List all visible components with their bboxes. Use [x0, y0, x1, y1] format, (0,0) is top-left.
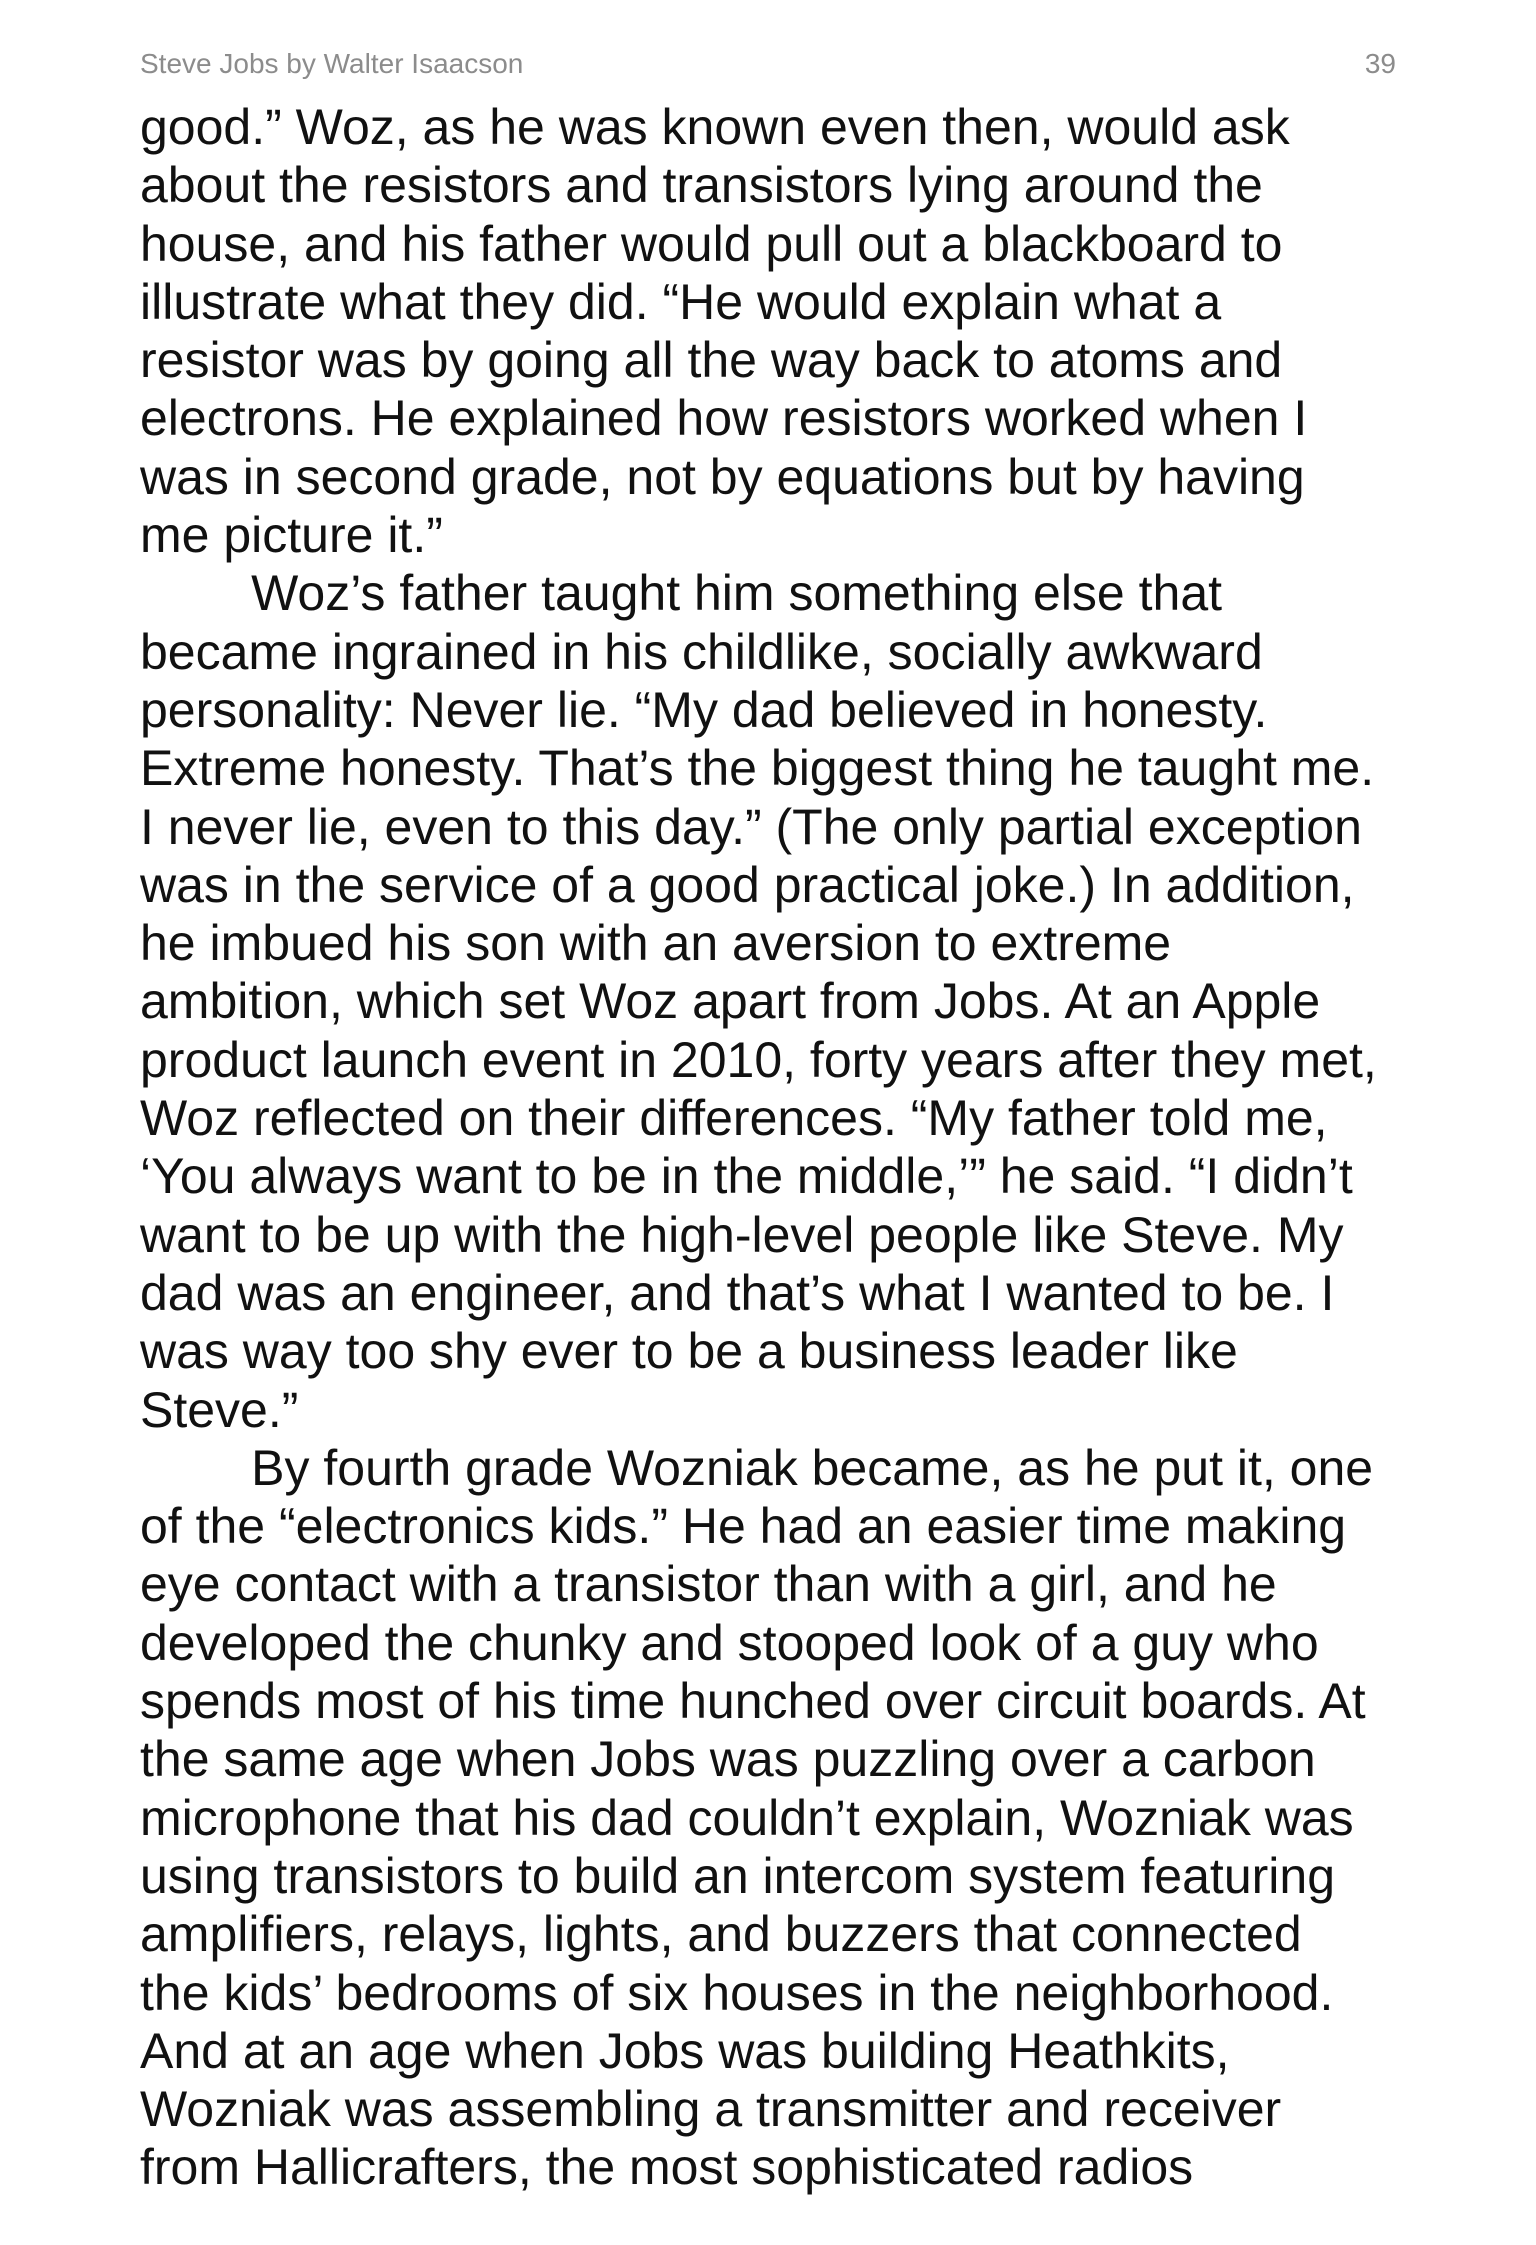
text-line: became ingrained in his childlike, socially awkward: [140, 623, 1263, 680]
book-title: Steve Jobs by Walter Isaacson: [140, 48, 524, 79]
text-line: dad was an engineer, and that’s what I wanted to be. I: [140, 1264, 1335, 1321]
text-line: was way too shy ever to be a business leader like: [140, 1323, 1238, 1380]
text-line: microphone that his dad couldn’t explain, Wozniak was: [140, 1789, 1354, 1846]
text-line: And at an age when Jobs was building Heathkits,: [140, 2022, 1230, 2079]
text-line: illustrate what they did. “He would explain what a: [140, 273, 1222, 330]
text-line: personality: Never lie. “My dad believed in honesty.: [140, 681, 1268, 738]
text-line: I never lie, even to this day.” (The only partial exception: [140, 798, 1362, 855]
text-line: spends most of his time hunched over circuit boards. At: [140, 1673, 1366, 1730]
text-line: developed the chunky and stooped look of a guy who: [140, 1614, 1319, 1671]
text-line: By fourth grade Wozniak became, as he put it, one: [140, 1439, 1374, 1496]
text-line: Woz’s father taught him something else that: [140, 565, 1223, 622]
text-line: Steve.”: [140, 1381, 299, 1438]
body-text[interactable]: [140, 98, 1410, 2197]
page-header: [140, 48, 1396, 88]
text-line: he imbued his son with an aversion to extreme: [140, 915, 1172, 972]
text-line: the same age when Jobs was puzzling over a carbon: [140, 1731, 1316, 1788]
text-line: ‘You always want to be in the middle,’” he said. “I didn’t: [140, 1148, 1353, 1205]
text-line: was in second grade, not by equations but by having: [140, 448, 1305, 505]
text-line: about the resistors and transistors lying around the: [140, 157, 1263, 214]
text-line: Wozniak was assembling a transmitter and receiver: [140, 2081, 1282, 2138]
text-line: eye contact with a transistor than with a girl, and he: [140, 1556, 1277, 1613]
text-line: amplifiers, relays, lights, and buzzers that connected: [140, 1906, 1302, 1963]
text-line: Extreme honesty. That’s the biggest thing he taught me.: [140, 740, 1375, 797]
text-line: from Hallicrafters, the most sophisticated radios: [140, 2139, 1194, 2196]
text-line: the kids’ bedrooms of six houses in the neighborhood.: [140, 1964, 1334, 2021]
text-line: using transistors to build an intercom system featuring: [140, 1847, 1335, 1904]
text-line: electrons. He explained how resistors worked when I: [140, 390, 1308, 447]
text-line: Woz reflected on their differences. “My father told me,: [140, 1090, 1328, 1147]
text-line: was in the service of a good practical joke.) In addition,: [140, 856, 1355, 913]
text-line: good.” Woz, as he was known even then, would ask: [140, 99, 1290, 155]
text-line: resistor was by going all the way back to atoms and: [140, 332, 1283, 389]
text-line: house, and his father would pull out a blackboard to: [140, 215, 1283, 272]
text-line: me picture it.”: [140, 507, 443, 564]
page-number: 39: [1364, 48, 1396, 79]
text-line: of the “electronics kids.” He had an easier time making: [140, 1498, 1347, 1555]
text-line: ambition, which set Woz apart from Jobs. At an Apple: [140, 973, 1321, 1030]
text-line: want to be up with the high-level people like Steve. My: [140, 1206, 1344, 1263]
text-line: product launch event in 2010, forty years after they met,: [140, 1031, 1377, 1088]
